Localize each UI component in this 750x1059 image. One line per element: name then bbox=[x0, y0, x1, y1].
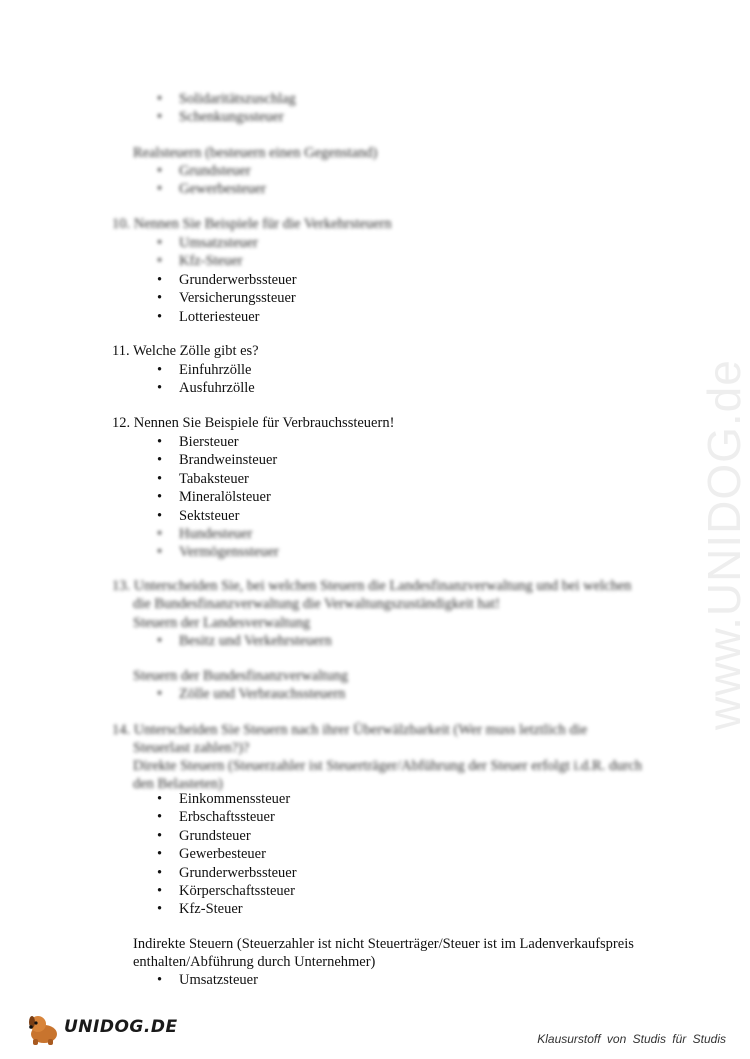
direct-taxes-heading bbox=[133, 757, 663, 794]
list-item: • Einfuhrzölle bbox=[157, 361, 255, 379]
question-11-title: 11. Welche Zölle gibt es? bbox=[112, 343, 259, 359]
list-item: • Besitz und Verkehrsteuern bbox=[157, 632, 332, 650]
question-14-title bbox=[112, 721, 672, 758]
direct-taxes-line2: durch den Belasteten) bbox=[133, 758, 642, 793]
list-item: • Biersteuer bbox=[157, 433, 277, 451]
unidog-logo bbox=[24, 1012, 178, 1046]
direct-taxes-list bbox=[157, 790, 297, 919]
question-10-list-blurred bbox=[157, 234, 258, 271]
question-10-list bbox=[157, 271, 297, 326]
list-item: • Grunderwerbssteuer bbox=[157, 271, 297, 289]
question-13-title-line2: die Bundesfinanzverwaltung die Verwaltungszuständigkeit hat! bbox=[133, 596, 500, 613]
realsteuern-list bbox=[157, 162, 266, 199]
list-item: • Umsatzsteuer bbox=[157, 234, 258, 252]
indirect-taxes-line2: enthalten/Abführung durch Unternehmer) bbox=[133, 954, 376, 971]
logo-text: UNIDOG.DE bbox=[64, 1017, 178, 1037]
list-item: • Kfz-Steuer bbox=[157, 900, 297, 918]
question-13-title-line1: 13. Unterscheiden Sie, bei welchen Steuern die Landesfinanzverwaltung und bei welchen bbox=[112, 578, 632, 594]
list-item: • Erbschaftssteuer bbox=[157, 808, 297, 826]
question-10-title: 10. Nennen Sie Beispiele für die Verkehrsteuern bbox=[112, 216, 392, 232]
question-12-list bbox=[157, 433, 277, 525]
list-item: • Umsatzsteuer bbox=[157, 971, 258, 989]
list-item: • Versicherungssteuer bbox=[157, 289, 297, 307]
land-list bbox=[157, 632, 332, 650]
list-item: • Solidaritätszuschlag bbox=[157, 90, 296, 108]
list-item: • Vermögenssteuer bbox=[157, 543, 279, 561]
list-item: • Körperschaftssteuer bbox=[157, 882, 297, 900]
list-item: • Kfz-Steuer bbox=[157, 252, 258, 270]
indirect-taxes-heading bbox=[133, 935, 663, 972]
land-heading: Steuern der Landesverwaltung bbox=[133, 615, 311, 631]
list-item: • Gewerbesteuer bbox=[157, 845, 297, 863]
list-item: • Grunderwerbssteuer bbox=[157, 864, 297, 882]
indirect-taxes-list bbox=[157, 971, 258, 989]
question-14-title-line2: Steuerlast zahlen?)? bbox=[133, 740, 250, 757]
dog-icon bbox=[24, 1012, 64, 1046]
list-item: • Hundesteuer bbox=[157, 525, 279, 543]
list-item: • Tabaksteuer bbox=[157, 470, 277, 488]
list-item: • Lotteriesteuer bbox=[157, 308, 297, 326]
list-item: • Ausfuhrzölle bbox=[157, 379, 255, 397]
top-bullet-list bbox=[157, 90, 296, 127]
list-item: • Brandweinsteuer bbox=[157, 451, 277, 469]
question-14-title-line1: 14. Unterscheiden Sie Steuern nach ihrer Überwälzbarkeit (Wer muss letztlich die bbox=[112, 722, 588, 738]
list-item: • Grundsteuer bbox=[157, 162, 266, 180]
question-12-list-blurred bbox=[157, 525, 279, 562]
bund-heading: Steuern der Bundesfinanzverwaltung bbox=[133, 668, 349, 684]
direct-taxes-line1: Direkte Steuern (Steuerzahler ist Steuerträger/Abführung der Steuer erfolgt i.d.R. bbox=[133, 758, 606, 774]
question-11-list bbox=[157, 361, 255, 398]
list-item: • Einkommenssteuer bbox=[157, 790, 297, 808]
list-item: • Mineralölsteuer bbox=[157, 488, 277, 506]
list-item: • Grundsteuer bbox=[157, 827, 297, 845]
list-item: • Sektsteuer bbox=[157, 507, 277, 525]
indirect-taxes-line1: Indirekte Steuern (Steuerzahler ist nicht Steuerträger/Steuer ist im Ladenverkaufspreis bbox=[133, 936, 634, 952]
realsteuern-heading: Realsteuern (besteuern einen Gegenstand) bbox=[133, 145, 378, 161]
bund-list bbox=[157, 685, 345, 703]
list-item: • Gewerbesteuer bbox=[157, 180, 266, 198]
list-item: • Schenkungssteuer bbox=[157, 108, 296, 126]
watermark-text: www.UNIDOG.de bbox=[698, 359, 750, 730]
question-13-title bbox=[112, 577, 672, 614]
question-12-title: 12. Nennen Sie Beispiele für Verbrauchssteuern! bbox=[112, 415, 395, 431]
footer-tagline: Klausurstoff von Studis für Studis bbox=[537, 1032, 726, 1046]
list-item: • Zölle und Verbrauchssteuern bbox=[157, 685, 345, 703]
